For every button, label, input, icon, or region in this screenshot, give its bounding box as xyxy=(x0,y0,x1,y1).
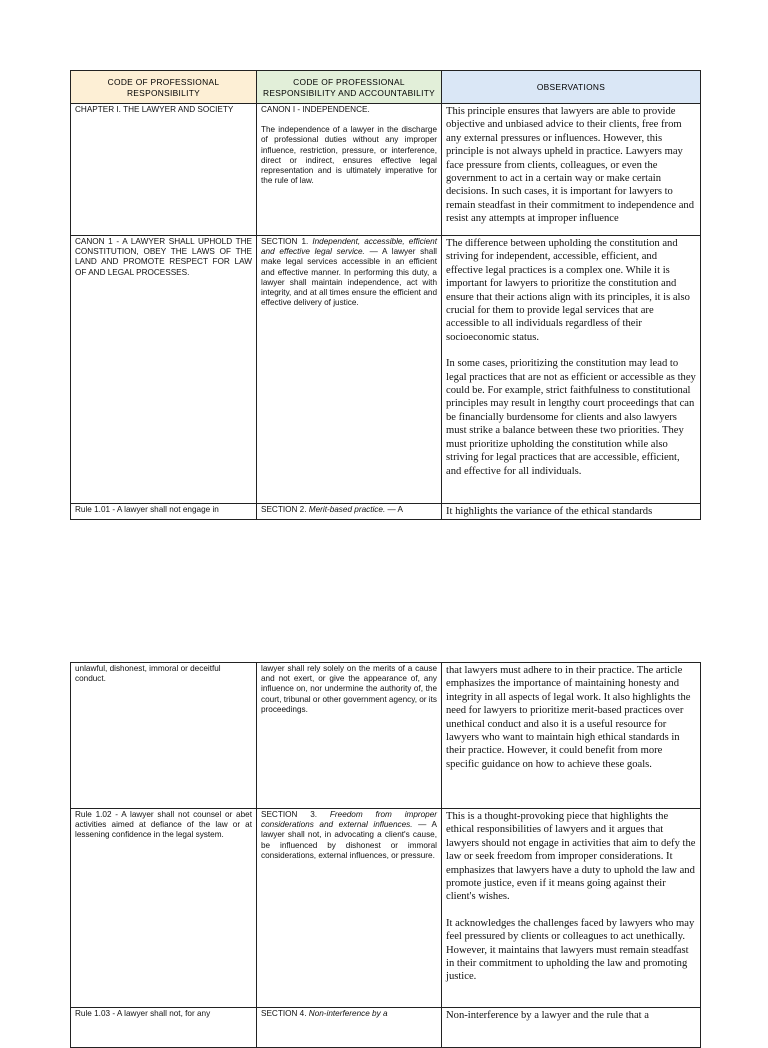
observation-text: Non-interference by a lawyer and the rule that a xyxy=(446,1010,649,1021)
cpr-cell xyxy=(71,104,257,236)
observation-text: that lawyers must adhere to in their practice. The article emphasizes the importance of maintaining honesty and integrity in all aspects of legal work. It also highlights the need for lawyers to prioritize merit-based practices over unethical conduct and also it is a useful resource for lawyers who want to maintain high ethical standards in their practice. However, it could benefit from more specific guidance on how to achieve these goals. xyxy=(446,665,691,770)
cpr-cell xyxy=(71,1008,257,1048)
table-row xyxy=(71,1008,701,1048)
section-title: Merit-based practice. xyxy=(308,505,386,514)
section-title: Freedom from improper considerations and external influences. xyxy=(261,810,438,830)
cpra-cell xyxy=(257,236,442,504)
cpra-cell xyxy=(257,663,442,809)
canon-text: CANON 1 - A LAWYER SHALL UPHOLD THE CONSTITUTION, OBEY THE LAWS OF THE LAND AND PROMOTE RESPECT FOR LAW OF AND LEGAL PROCESSES. xyxy=(75,237,252,277)
observation-paragraph: The difference between upholding the constitution and striving for independent, accessible, efficient, and effective legal practices is a complex one. While it is important for lawyers to prioritize the constitution and ensure that their actions align with its principles, it is also crucial for them to provide legal services that are accessible to all individuals regardless of their socioeconomic status. xyxy=(446,238,690,343)
section-number: SECTION 4. xyxy=(261,1009,307,1018)
section-text: — A xyxy=(387,505,403,514)
rule-text: unlawful, dishonest, immoral or deceitful conduct. xyxy=(75,664,221,684)
header-observations: OBSERVATIONS xyxy=(442,71,701,104)
canon-title: CANON I - INDEPENDENCE. xyxy=(261,105,370,114)
section-number: SECTION 2. xyxy=(261,505,307,514)
table-row xyxy=(71,663,701,809)
comparison-table-top xyxy=(70,70,701,520)
rule-text: Rule 1.03 - A lawyer shall not, for any xyxy=(75,1009,211,1018)
cpr-cell xyxy=(71,663,257,809)
observation-cell xyxy=(442,104,701,236)
rule-text: Rule 1.02 - A lawyer shall not counsel or abet activities aimed at defiance of the law or at lessening confidence in the legal system. xyxy=(75,810,252,840)
chapter-text: CHAPTER I. THE LAWYER AND SOCIETY xyxy=(75,105,234,114)
comparison-table-bottom xyxy=(70,662,701,1048)
cpr-cell xyxy=(71,504,257,520)
canon-text: The independence of a lawyer in the discharge of professional duties without any improper influence, restriction, pressure, or interference, direct or indirect, ensures effective legal representation and is ultimately imperative for the rule of law. xyxy=(261,125,437,186)
header-cpr: CODE OF PROFESSIONAL RESPONSIBILITY xyxy=(71,71,257,104)
section-number: SECTION 1. xyxy=(261,237,309,246)
cpra-cell xyxy=(257,504,442,520)
section-title: Independent, accessible, efficient and effective legal service. xyxy=(261,237,437,257)
observation-text: This principle ensures that lawyers are able to provide objective and unbiased advice to their clients, free from any external pressures or influences. However, this principle is not always upheld in practice. Lawyers may face pressure from clients, colleagues, or even the government to act in a certain way or make certain decisions. In such cases, it is important for lawyers to remain steadfast in their commitment to independence and resist any attempts at improper influence xyxy=(446,106,694,225)
observation-text: It highlights the variance of the ethical standards xyxy=(446,506,653,517)
section-number: SECTION 3. xyxy=(261,810,318,819)
table-row xyxy=(71,236,701,504)
cpr-cell xyxy=(71,236,257,504)
observation-cell xyxy=(442,504,701,520)
cpra-cell xyxy=(257,809,442,1008)
observation-paragraph: It acknowledges the challenges faced by lawyers who may feel pressured by clients or colleagues to act unethically. However, it maintains that lawyers must remain steadfast in their commitment to upholding the law and promoting justice. xyxy=(446,917,695,983)
observation-paragraph: In some cases, prioritizing the constitution may lead to legal practices that are not as efficient or accessible as they could be. For example, strict faithfulness to constitutional principles may result in lengthy court proceedings that can be financially burdensome for clients and also lawyers must strike a balance between these two priorities. They must prioritize upholding the constitution while also striving for legal practices that are accessible, efficient, and effective for all individuals. xyxy=(446,358,696,477)
table-row xyxy=(71,504,701,520)
cpra-cell xyxy=(257,104,442,236)
section-text: — A lawyer shall not, in advocating a client's cause, be influenced by dishonest or immoral considerations, external influences, or pressure. xyxy=(261,820,437,860)
rule-text: Rule 1.01 - A lawyer shall not engage in xyxy=(75,505,219,514)
table-row xyxy=(71,104,701,236)
header-cpra: CODE OF PROFESSIONAL RESPONSIBILITY AND ACCOUNTABILITY xyxy=(257,71,442,104)
table-header-row xyxy=(71,71,701,104)
observation-cell xyxy=(442,1008,701,1048)
section-text: lawyer shall rely solely on the merits of a cause and not exert, or give the appearance of, any influence on, nor undermine the authority of, the court, tribunal or other government agency, or its proceedings. xyxy=(261,664,437,714)
observation-cell xyxy=(442,663,701,809)
section-text: — A lawyer shall make legal services accessible in an efficient and effective manner. In performing this duty, a lawyer shall maintain independence, act with integrity, and at all times ensure the efficient and effective delivery of justice. xyxy=(261,247,437,308)
cpr-cell xyxy=(71,809,257,1008)
cpra-cell xyxy=(257,1008,442,1048)
table-row xyxy=(71,809,701,1008)
observation-cell xyxy=(442,236,701,504)
observation-paragraph: This is a thought-provoking piece that highlights the ethical responsibilities of lawyers and it argues that lawyers should not engage in activities that aim to defy the law or seek freedom from improper considerations. It emphasizes that lawyers have a duty to uphold the law and promote justice, even if it means going against their client's wishes. xyxy=(446,811,696,903)
observation-cell xyxy=(442,809,701,1008)
section-title: Non-interference by a xyxy=(308,1009,388,1018)
